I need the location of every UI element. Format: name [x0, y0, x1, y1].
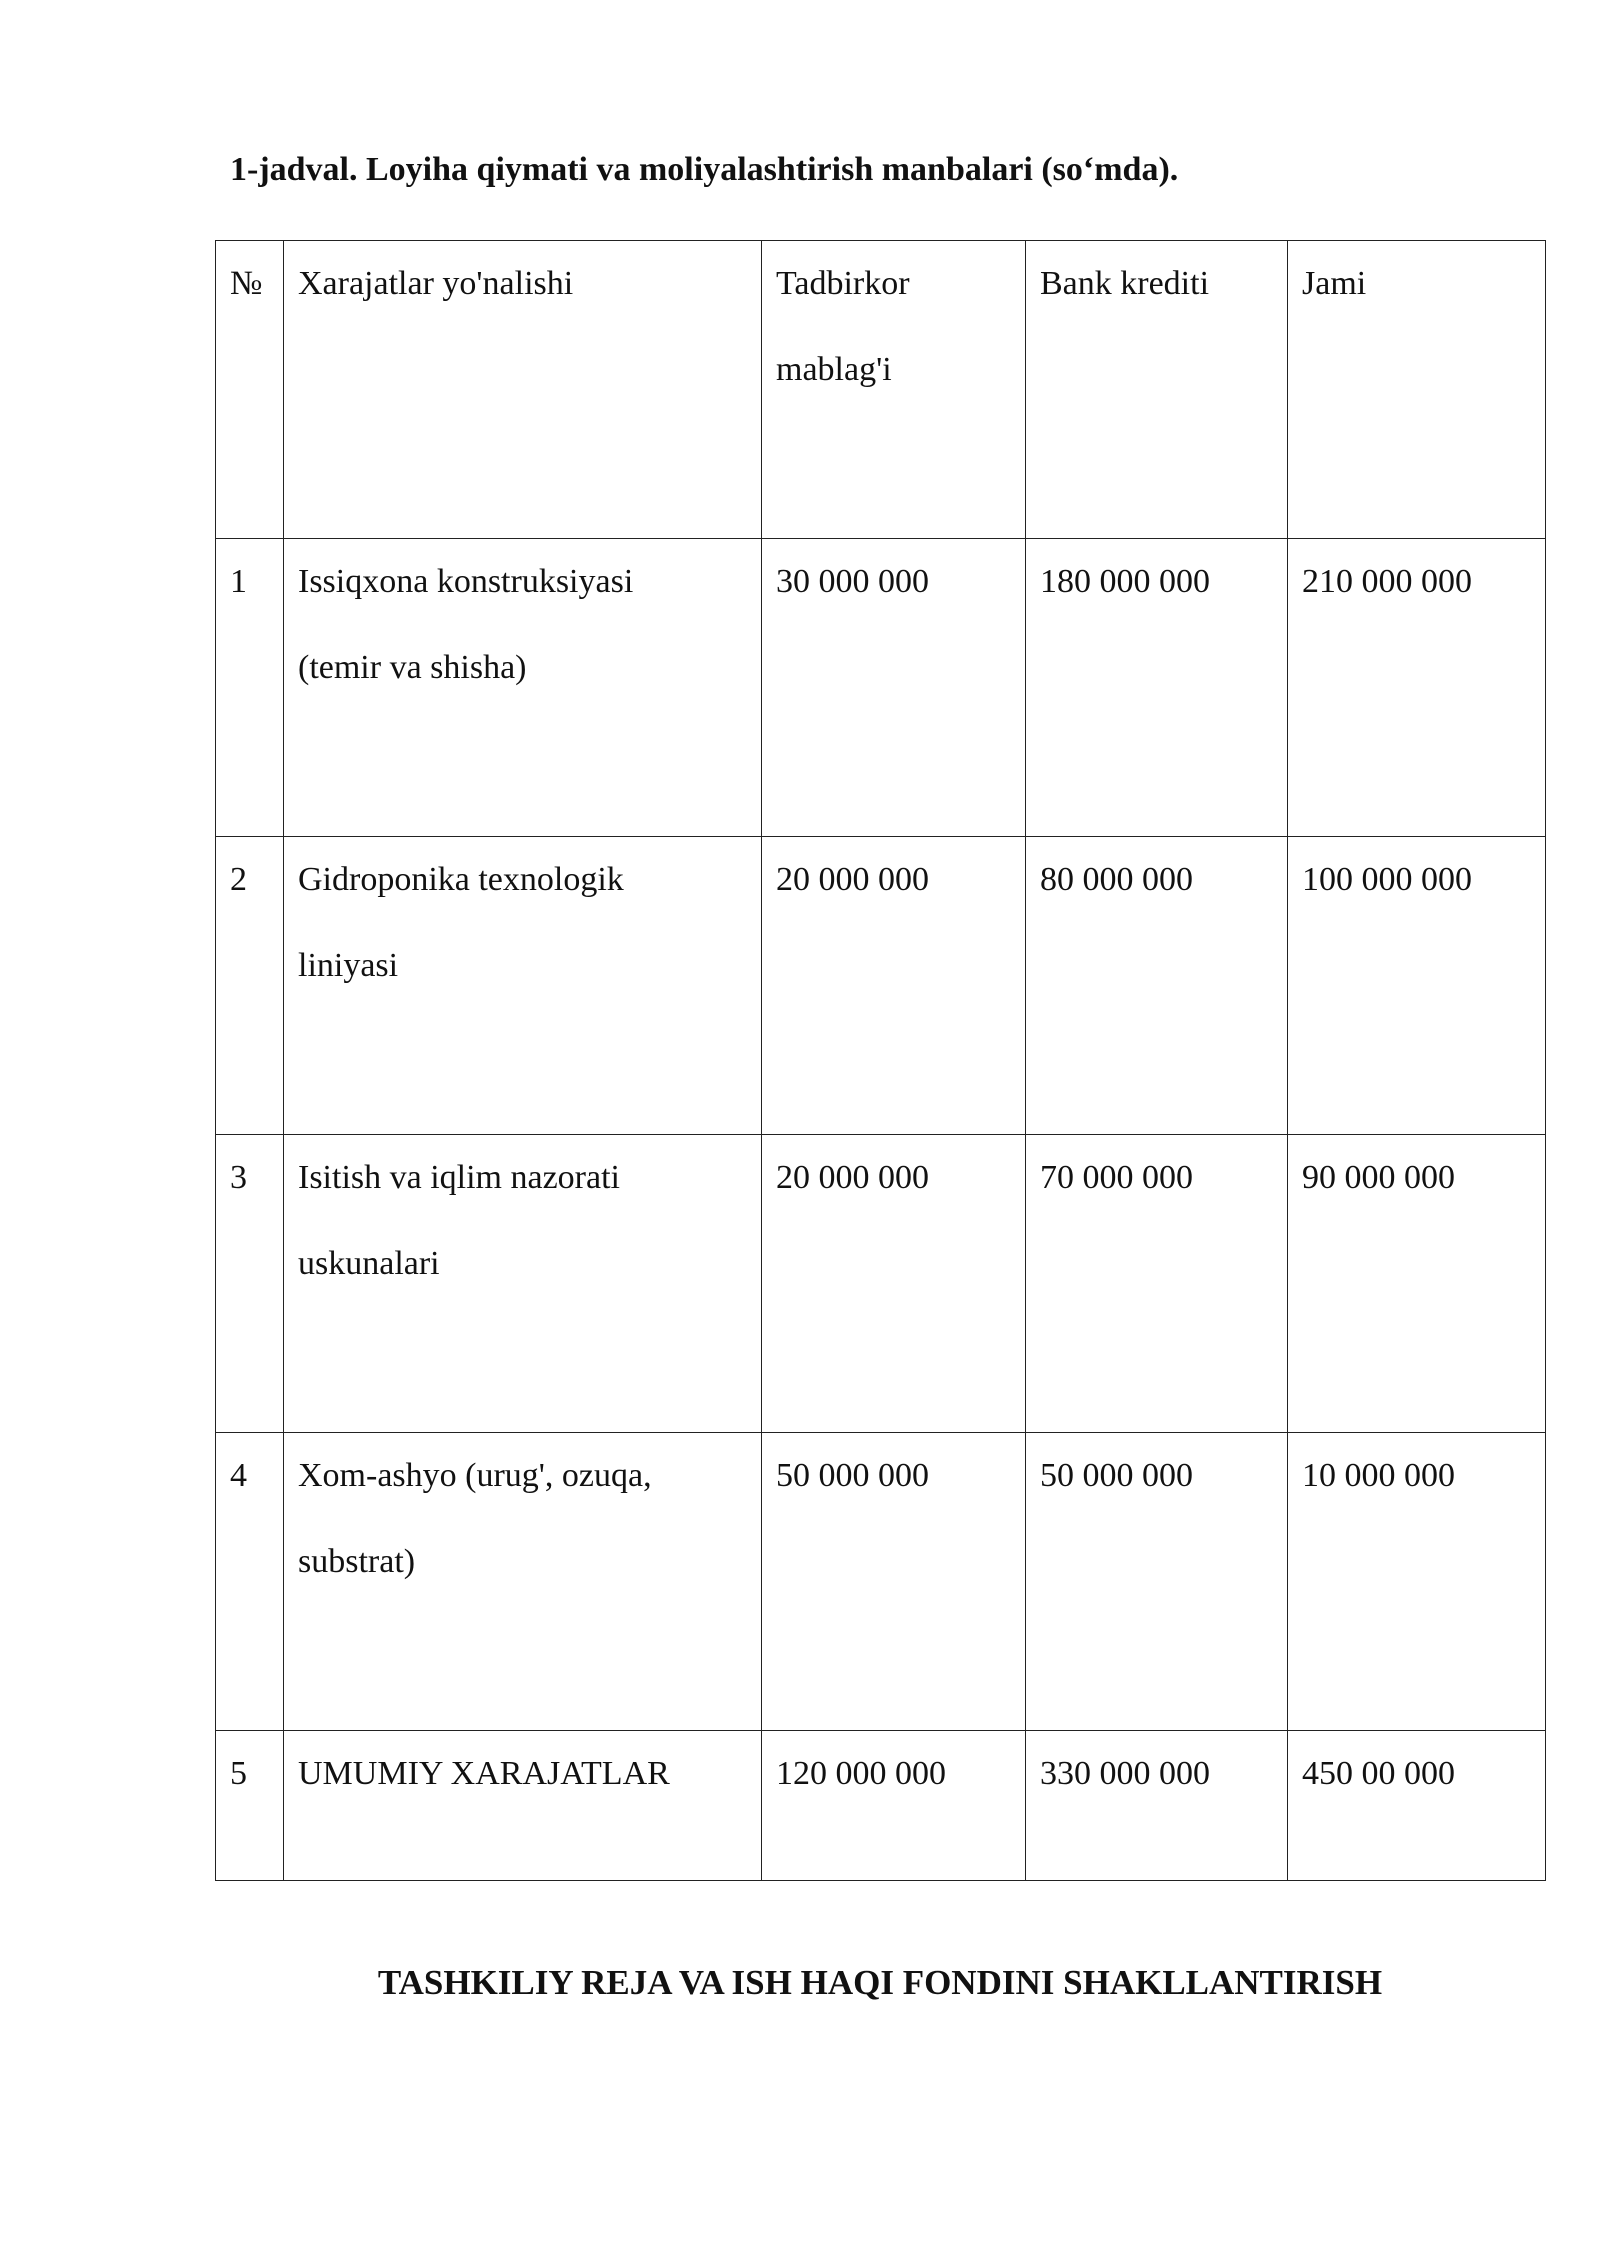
row-bank: 50 000 000: [1026, 1433, 1288, 1731]
row-total: 450 00 000: [1288, 1731, 1546, 1881]
row-total: 210 000 000: [1288, 539, 1546, 837]
row-direction-line2: liniyasi: [298, 947, 399, 984]
row-total: 10 000 000: [1288, 1433, 1546, 1731]
table-caption: 1-jadval. Loyiha qiymati va moliyalashtirish manbalari (so‘mda).: [230, 151, 1179, 188]
table-row: [216, 539, 1546, 837]
row-direction-line1: Issiqxona konstruksiyasi: [298, 563, 634, 600]
row-direction: [284, 1135, 762, 1433]
table-header-row: [216, 241, 1546, 539]
row-direction-line2: uskunalari: [298, 1245, 440, 1282]
table-total-row: [216, 1731, 1546, 1881]
row-direction: [284, 539, 762, 837]
row-direction-line2: (temir va shisha): [298, 649, 527, 686]
row-direction: [284, 1433, 762, 1731]
table-row: [216, 1433, 1546, 1731]
row-total: 100 000 000: [1288, 837, 1546, 1135]
header-bank: Bank krediti: [1026, 241, 1288, 539]
row-direction: UMUMIY XARAJATLAR: [284, 1731, 762, 1881]
header-entrepreneur-line2: mablag'i: [776, 351, 892, 388]
row-num: 4: [216, 1433, 284, 1731]
row-total: 90 000 000: [1288, 1135, 1546, 1433]
row-direction: [284, 837, 762, 1135]
row-bank: 70 000 000: [1026, 1135, 1288, 1433]
header-entrepreneur: [762, 241, 1026, 539]
row-direction-line2: substrat): [298, 1543, 416, 1580]
row-entrepreneur: 30 000 000: [762, 539, 1026, 837]
row-num: 2: [216, 837, 284, 1135]
table-row: [216, 837, 1546, 1135]
row-num: 1: [216, 539, 284, 837]
row-direction-line1: Gidroponika texnologik: [298, 861, 624, 898]
project-cost-table: [215, 240, 1546, 1881]
row-bank: 330 000 000: [1026, 1731, 1288, 1881]
row-direction-line1: Isitish va iqlim nazorati: [298, 1159, 620, 1196]
row-entrepreneur: 120 000 000: [762, 1731, 1026, 1881]
row-bank: 180 000 000: [1026, 539, 1288, 837]
header-direction: Xarajatlar yo'nalishi: [284, 241, 762, 539]
header-total: Jami: [1288, 241, 1546, 539]
row-entrepreneur: 50 000 000: [762, 1433, 1026, 1731]
header-entrepreneur-line1: Tadbirkor: [776, 265, 910, 302]
header-num: №: [216, 241, 284, 539]
row-num: 3: [216, 1135, 284, 1433]
row-entrepreneur: 20 000 000: [762, 1135, 1026, 1433]
row-direction-line1: Xom-ashyo (urug', ozuqa,: [298, 1457, 652, 1494]
table-row: [216, 1135, 1546, 1433]
row-entrepreneur: 20 000 000: [762, 837, 1026, 1135]
section-heading: TASHKILIY REJA VA ISH HAQI FONDINI SHAKLLANTIRISH: [377, 1963, 1383, 2002]
row-bank: 80 000 000: [1026, 837, 1288, 1135]
row-num: 5: [216, 1731, 284, 1881]
